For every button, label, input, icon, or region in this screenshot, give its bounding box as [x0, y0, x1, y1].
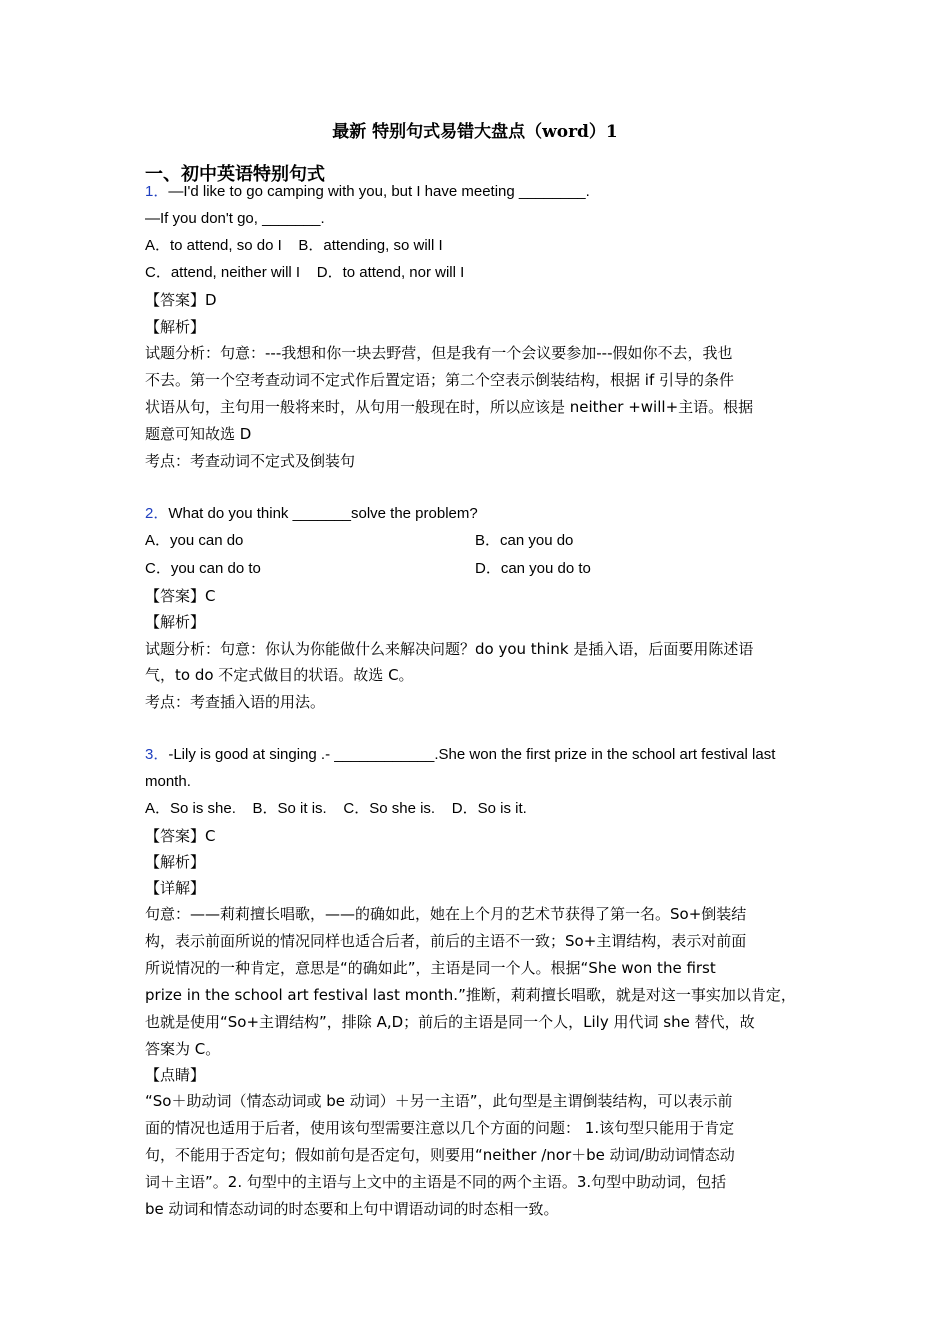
q2-point: 考点：考查插入语的用法。	[145, 693, 326, 711]
q1-analysis-line: 不去。第一个空考查动词不定式作后置定语；第二个空表示倒装结构，根据 if 引导的条件	[145, 371, 734, 389]
q3-detail-label: 【详解】	[145, 879, 206, 897]
q1-number: 1．	[145, 183, 169, 200]
q3-detail-line: prize in the school art festival last month.”推断，莉莉擅长唱歌，就是对这一事实加以肯定，	[145, 986, 796, 1004]
q1-analysis-line: 状语从句，主句用一般将来时，从句用一般现在时，所以应该是 neither +will+主语。根据	[145, 398, 754, 416]
q2-stem-line	[145, 504, 478, 524]
q3-detail-line: 构，表示前面所说的情况同样也适合后者，前后的主语不一致；So+主谓结构，表示对前面	[145, 932, 747, 950]
q3-stem-line1	[145, 745, 775, 765]
q1-stem-line1	[145, 182, 590, 202]
q3-tip-line: 词＋主语”。2. 句型中的主语与上文中的主语是不同的两个主语。3.句型中助动词，包括	[145, 1173, 727, 1191]
q3-stem1: -Lily is good at singing .- ____________.She won the first prize in the school art festival last	[168, 746, 776, 763]
q2-number: 2．	[145, 505, 169, 522]
q3-answer: 【答案】C	[145, 827, 216, 845]
q2-analysis-line: 气，to do 不定式做目的状语。故选 C。	[145, 666, 414, 684]
q3-detail-line: 句意：——莉莉擅长唱歌，——的确如此，她在上个月的艺术节获得了第一名。So+倒装结	[145, 905, 747, 923]
q1-analysis-line: 试题分析：句意：---我想和你一块去野营，但是我有一个会议要参加---假如你不去，我也	[145, 344, 733, 362]
q1-stem1: —I'd like to go camping with you, but I have meeting ________.	[168, 183, 590, 200]
q3-number: 3．	[145, 746, 169, 763]
q3-tip-line: “So＋助动词（情态动词或 be 动词）＋另一主语”，此句型是主谓倒装结构，可以表示前	[145, 1092, 733, 1110]
q1-stem2: —If you don't go, _______.	[145, 210, 325, 227]
q2-option-c: C．you can do to	[145, 560, 261, 577]
q3-detail-line: 也就是使用“So+主谓结构”，排除 A,D；前后的主语是同一个人，Lily 用代词 she 替代，故	[145, 1013, 755, 1031]
document-title: 最新 特别句式易错大盘点（word）1	[332, 122, 618, 142]
q3-analysis-label: 【解析】	[145, 853, 206, 871]
q3-options: A．So is she. B．So it is. C．So she is. D．So is it.	[145, 800, 527, 817]
q1-analysis-line: 题意可知故选 D	[145, 425, 252, 443]
q2-option-a: A．you can do	[145, 532, 244, 549]
q2-answer: 【答案】C	[145, 587, 216, 605]
q2-stem: What do you think _______solve the problem?	[168, 505, 478, 522]
q3-detail-line: 所说情况的一种肯定，意思是“的确如此”，主语是同一个人。根据“She won the first	[145, 959, 716, 977]
q3-tip-line: 句，不能用于否定句；假如前句是否定句，则要用“neither /nor＋be 动词/助动词情态动	[145, 1146, 735, 1164]
q2-option-b: B．can you do	[475, 532, 574, 549]
q1-options-line2: C．attend, neither will I D．to attend, nor will I	[145, 264, 465, 281]
q2-analysis-label: 【解析】	[145, 613, 206, 631]
q1-point: 考点：考查动词不定式及倒装句	[145, 452, 356, 470]
q3-tip-line: 面的情况也适用于后者，使用该句型需要注意以几个方面的问题： 1.该句型只能用于肯定	[145, 1119, 735, 1137]
q3-stem2: month.	[145, 773, 191, 790]
q1-answer: 【答案】D	[145, 291, 217, 309]
section-heading: 一、初中英语特别句式	[145, 164, 325, 185]
q1-analysis-label: 【解析】	[145, 318, 206, 336]
q3-detail-line: 答案为 C。	[145, 1040, 221, 1058]
q1-options-line1: A．to attend, so do I B．attending, so will I	[145, 237, 443, 254]
q3-tip-line: be 动词和情态动词的时态要和上句中谓语动词的时态相一致。	[145, 1200, 559, 1218]
q3-tip-label: 【点睛】	[145, 1066, 206, 1084]
q2-option-d: D．can you do to	[475, 560, 591, 577]
q2-analysis-line: 试题分析：句意：你认为你能做什么来解决问题？do you think 是插入语，后面要用陈述语	[145, 640, 754, 658]
